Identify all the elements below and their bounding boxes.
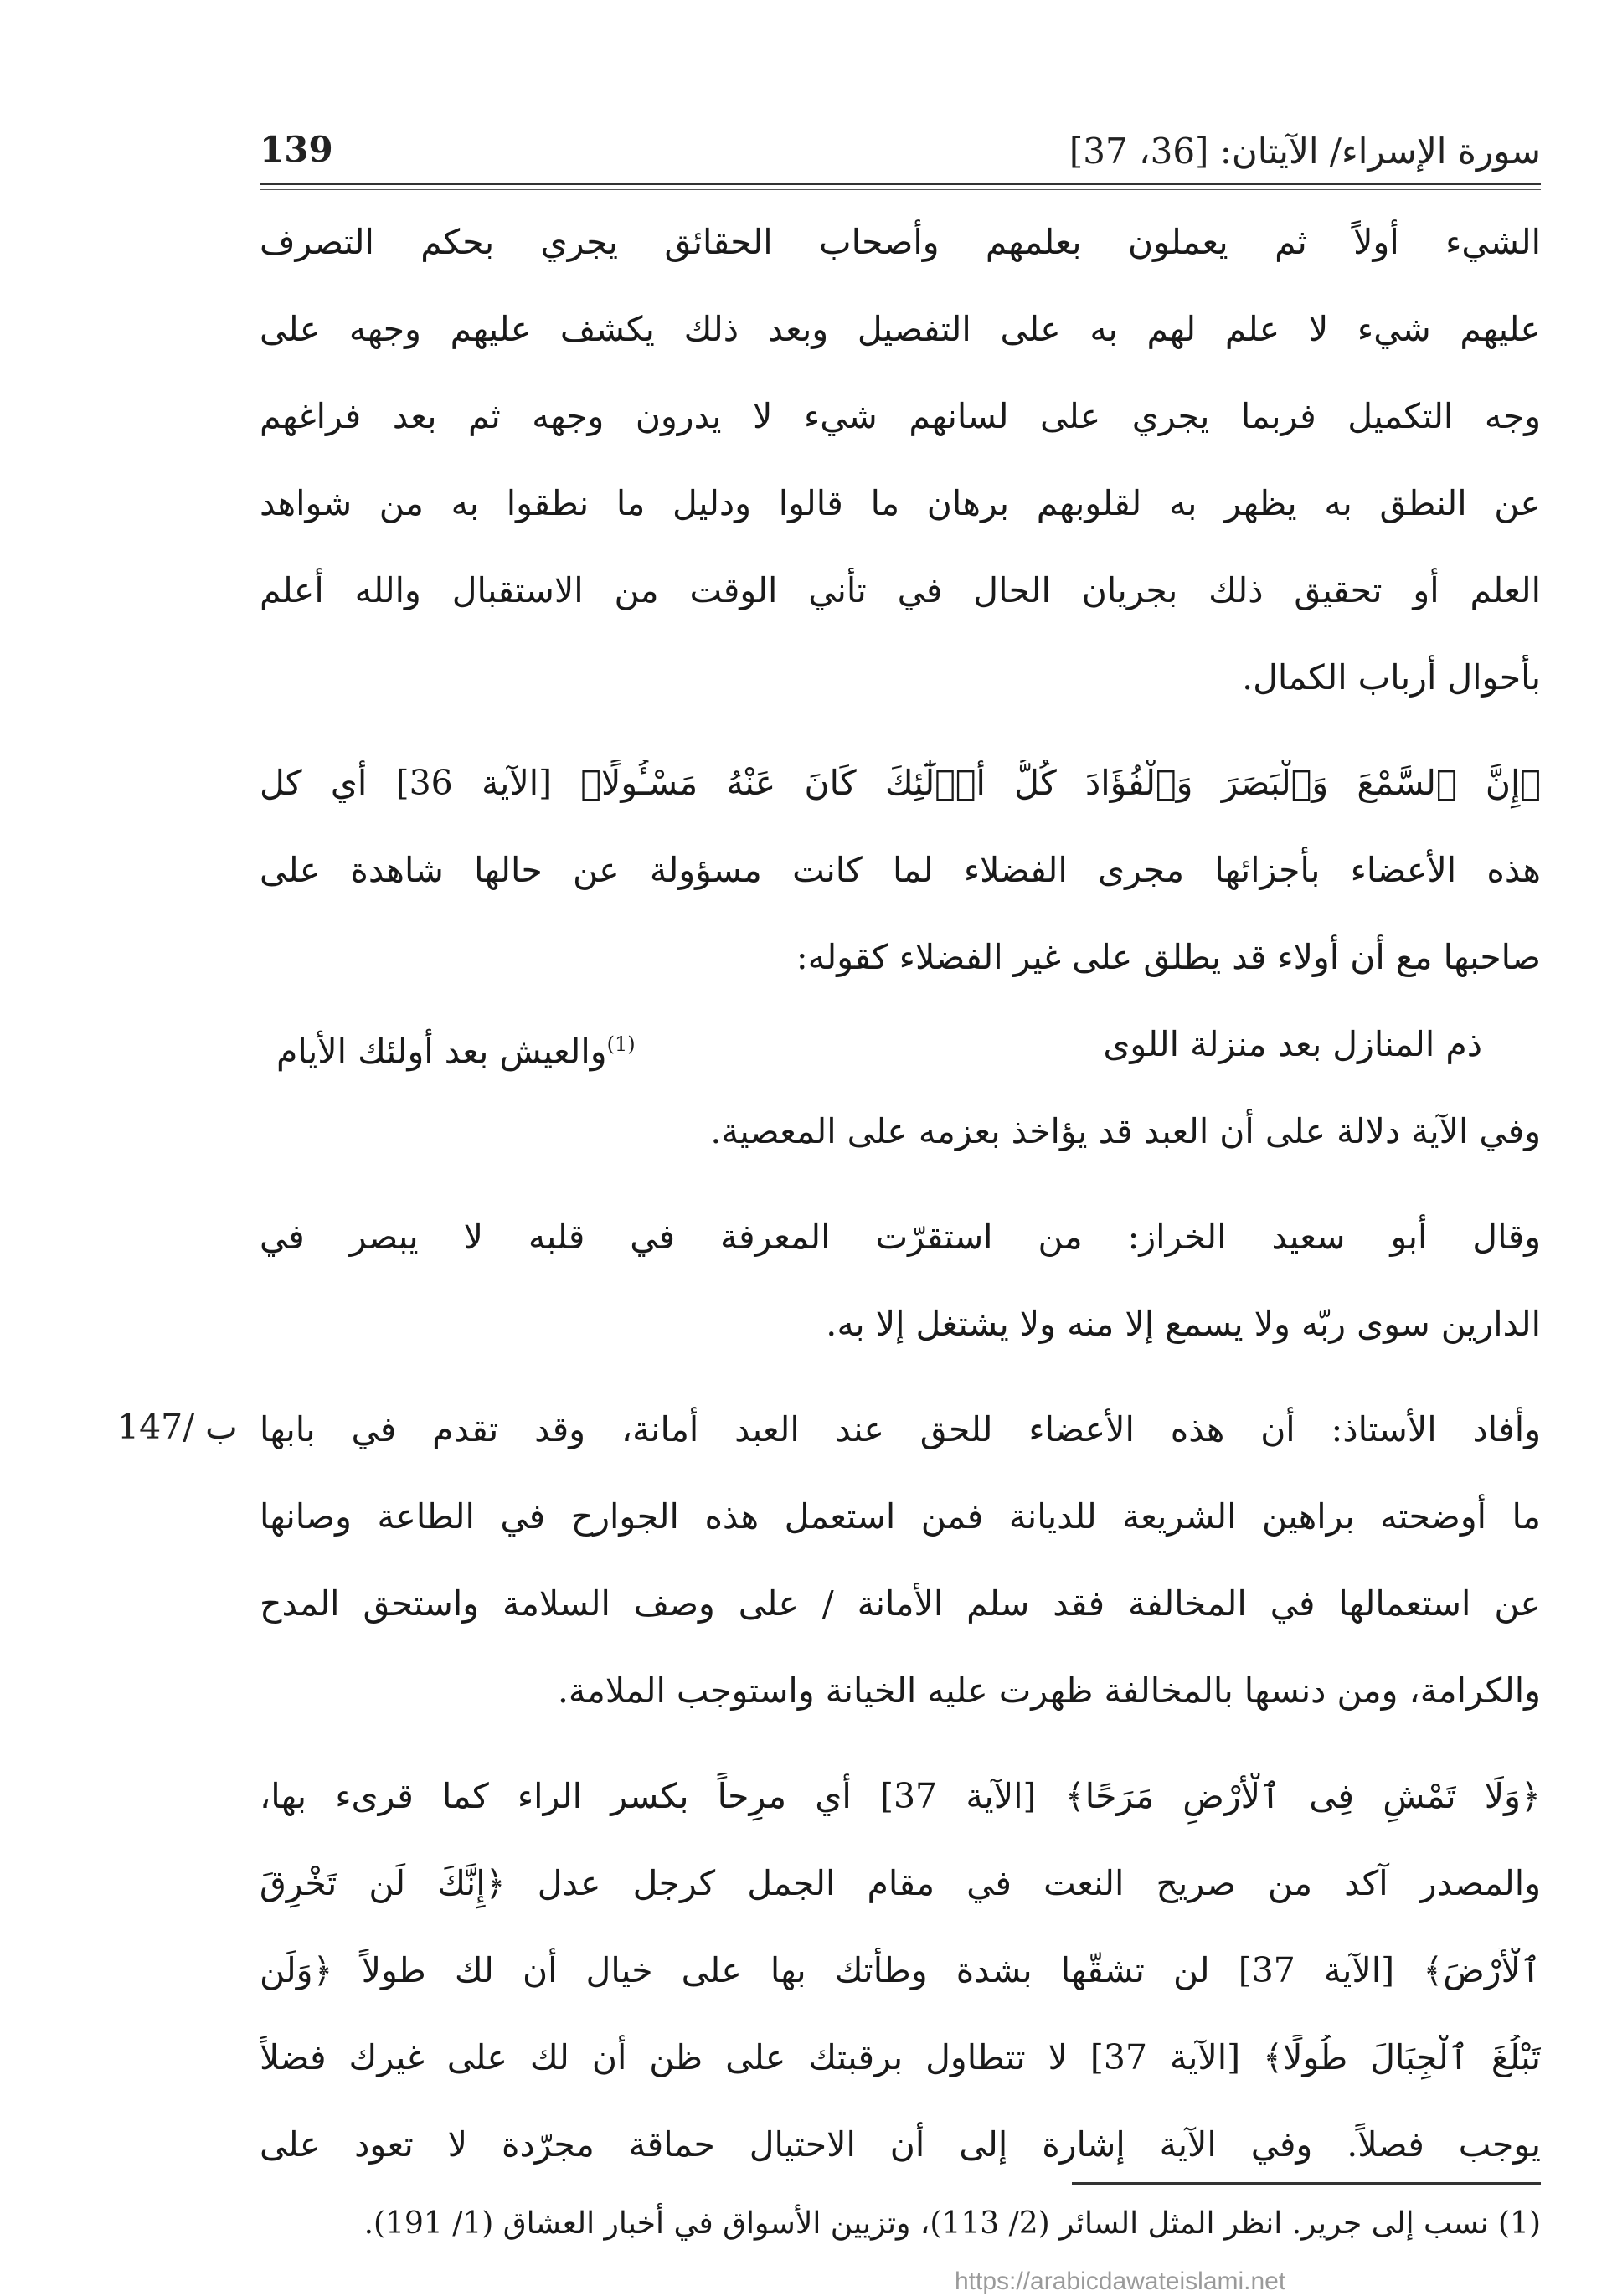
text-line: عن استعمالها في المخالفة فقد سلم الأمانة / على وصف السلامة واستحق المدح xyxy=(260,1583,1541,1624)
text-line: صاحبها مع أن أُولاء قد يطلق على غير الفضلاء كقوله: xyxy=(796,937,1541,977)
text-line: وأفاد الأستاذ: أن هذه الأعضاء للحق عند العبد أمانة، وقد تقدم في بابها xyxy=(260,1409,1541,1449)
text-line: العلم أو تحقيق ذلك بجريان الحال في تأني الوقت من الاستقبال والله أعلم xyxy=(260,570,1541,610)
page-header xyxy=(260,126,1541,184)
text-line: والكرامة، ومن دنسها بالمخالفة ظهرت عليه الخيانة واستوجب الملامة. xyxy=(557,1671,1541,1711)
quran-verse-line: ﴿إِنَّ ٱلسَّمْعَ وَٱلْبَصَرَ وَٱلْفُؤَادَ كُلُّ أُو۟لَٰٓئِكَ كَانَ عَنْهُ مَسْـُٔولًا﴾ [الآية 36] أي كل xyxy=(260,763,1541,803)
body-text xyxy=(260,219,1541,2209)
text-line: الشيء أولاً ثم يعملون بعلمهم وأصحاب الحقائق يجري بحكم التصرف xyxy=(260,222,1541,262)
text-line: وجه التكميل فربما يجري على لسانهم شيء لا يدرون وجهه ثم بعد فراغهم xyxy=(260,396,1541,436)
poem-first-hemistich: ذم المنازل بعد منزلة اللوى xyxy=(1103,1024,1482,1064)
manuscript-folio-note: 147/ ب xyxy=(117,1407,238,1447)
text-line: تَبْلُغَ ٱلْجِبَالَ طُولًا﴾ [الآية 37] لا تتطاول برقبتك على ظن أن لك على غيرك فضلاً xyxy=(260,2037,1541,2077)
text-line: هذه الأعضاء بأجزائها مجرى الفضلاء لما كانت مسؤولة عن حالها شاهدة على xyxy=(260,850,1541,890)
poem-verse xyxy=(260,1022,1541,1109)
quran-verse-line: ﴿وَلَا تَمْشِ فِى ٱلْأَرْضِ مَرَحًا﴾ [الآية 37] أي مرِحاً بكسر الراء كما قرىء بها، xyxy=(260,1776,1541,1816)
running-title: سورة الإسراء/ الآيتان: [36، 37] xyxy=(1069,131,1541,172)
text-line: عن النطق به يظهر به لقلوبهم برهان ما قالوا ودليل ما نطقوا به من شواهد xyxy=(260,483,1541,523)
header-rule-thin xyxy=(260,189,1541,190)
footnote-marker: (1) xyxy=(606,1032,636,1056)
text-line: الدارين سوى ربّه ولا يسمع إلا منه ولا يشتغل إلا به. xyxy=(826,1304,1541,1344)
text-line: وقال أبو سعيد الخراز: من استقرّت المعرفة في قلبه لا يبصر في xyxy=(260,1217,1541,1257)
page-number: 139 xyxy=(260,129,333,170)
text-line: والمصدر آكد من صريح النعت في مقام الجمل كرجل عدل ﴿إِنَّكَ لَن تَخْرِقَ xyxy=(260,1863,1541,1903)
watermark-url: https://arabicdawateislami.net xyxy=(955,2268,1286,2295)
poem-second-hemistich: $^{(1)}$والعيش بعد أولئك الأيام xyxy=(276,1031,636,1072)
text-line: ٱلْأَرْضَ﴾ [الآية 37] لن تشقّها بشدة وطأتك بها على خيال أن لك طولاً ﴿وَلَن xyxy=(260,1950,1541,1990)
text-line: بأحوال أرباب الكمال. xyxy=(1242,657,1541,698)
text-line: ما أوضحته براهين الشريعة للديانة فمن استعمل هذه الجوارح في الطاعة وصانها xyxy=(260,1496,1541,1537)
footnote-rule xyxy=(1072,2182,1541,2185)
text-line: يوجب فصلاً. وفي الآية إشارة إلى أن الاحتيال حماقة مجرّدة لا تعود على xyxy=(260,2124,1541,2165)
footnote: (1) نسب إلى جرير. انظر المثل السائر (2/ 113)، وتزيين الأسواق في أخبار العشاق (1/ 191). xyxy=(363,2206,1541,2241)
header-rule xyxy=(260,183,1541,185)
text-line: وفي الآية دلالة على أن العبد قد يؤاخذ بعزمه على المعصية. xyxy=(710,1111,1541,1151)
text-line: عليهم شيء لا علم لهم به على التفصيل وبعد ذلك يكشف عليهم وجهه على xyxy=(260,309,1541,349)
